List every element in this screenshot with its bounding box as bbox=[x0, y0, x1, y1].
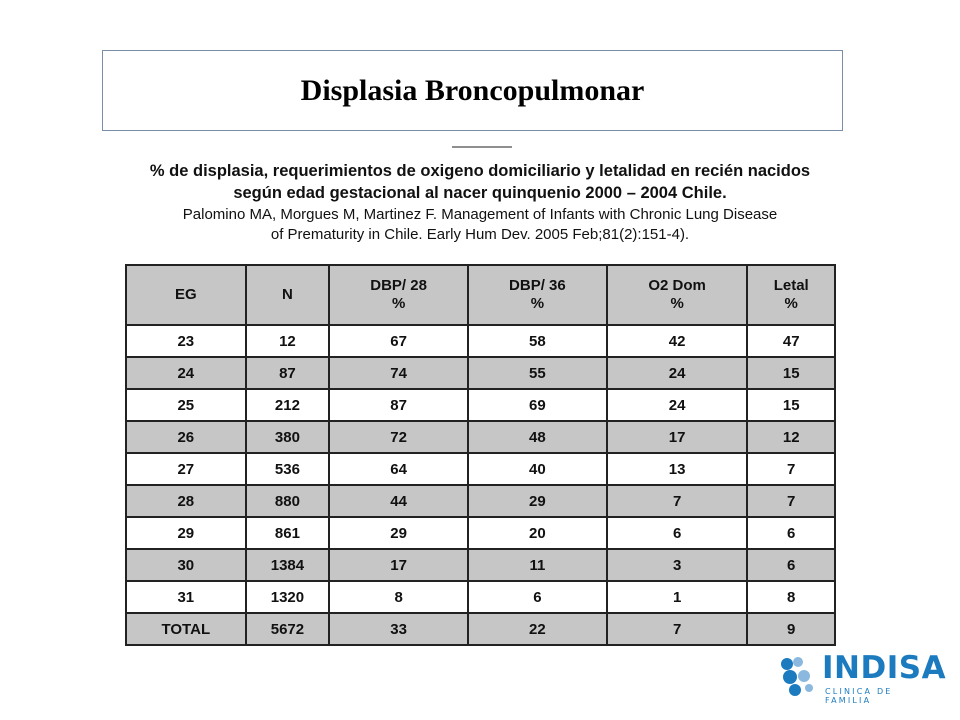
cell-letal: 47 bbox=[747, 325, 835, 357]
cell-n: 5672 bbox=[246, 613, 330, 645]
cell-eg: 26 bbox=[126, 421, 246, 453]
cropped-table-label-fragment bbox=[452, 146, 512, 154]
indisa-logo-icon bbox=[778, 652, 822, 700]
table-body bbox=[126, 325, 835, 645]
cell-n: 861 bbox=[246, 517, 330, 549]
cell-dbp28: 33 bbox=[329, 613, 468, 645]
cell-dbp28: 87 bbox=[329, 389, 468, 421]
cell-n: 1320 bbox=[246, 581, 330, 613]
cell-dbp28: 72 bbox=[329, 421, 468, 453]
header-eg-label: EG bbox=[174, 286, 197, 303]
cell-eg: 28 bbox=[126, 485, 246, 517]
table-row bbox=[126, 389, 835, 421]
slide-title: Displasia Broncopulmonar bbox=[300, 73, 645, 107]
cell-eg: TOTAL bbox=[126, 613, 246, 645]
cell-o2dom: 7 bbox=[607, 613, 748, 645]
cell-eg: 24 bbox=[126, 357, 246, 389]
cell-eg: 31 bbox=[126, 581, 246, 613]
cell-o2dom: 24 bbox=[607, 389, 748, 421]
header-n-label: N bbox=[282, 286, 293, 303]
header-eg bbox=[126, 265, 246, 325]
cell-dbp36: 69 bbox=[468, 389, 607, 421]
cell-dbp28: 44 bbox=[329, 485, 468, 517]
caption-reference-1: Palomino MA, Morgues M, Martinez F. Management of Infants with Chronic Lung Disease bbox=[182, 206, 778, 223]
table-row bbox=[126, 549, 835, 581]
header-letal-label: Letal bbox=[773, 277, 809, 294]
cell-dbp36: 48 bbox=[468, 421, 607, 453]
header-dbp36-label: DBP/ 36 bbox=[509, 277, 566, 294]
header-letal bbox=[747, 265, 835, 325]
cell-letal: 7 bbox=[747, 453, 835, 485]
header-n bbox=[246, 265, 330, 325]
cell-dbp36: 11 bbox=[468, 549, 607, 581]
cell-o2dom: 42 bbox=[607, 325, 748, 357]
header-dbp28 bbox=[329, 265, 468, 325]
cell-letal: 12 bbox=[747, 421, 835, 453]
table-row bbox=[126, 357, 835, 389]
cell-dbp36: 40 bbox=[468, 453, 607, 485]
cell-dbp28: 64 bbox=[329, 453, 468, 485]
cell-n: 880 bbox=[246, 485, 330, 517]
table-row bbox=[126, 325, 835, 357]
table-row bbox=[126, 581, 835, 613]
cell-o2dom: 6 bbox=[607, 517, 748, 549]
table-row bbox=[126, 517, 835, 549]
table-row bbox=[126, 421, 835, 453]
cell-dbp36: 29 bbox=[468, 485, 607, 517]
cell-o2dom: 24 bbox=[607, 357, 748, 389]
cell-o2dom: 7 bbox=[607, 485, 748, 517]
cell-letal: 8 bbox=[747, 581, 835, 613]
cell-eg: 23 bbox=[126, 325, 246, 357]
cell-letal: 15 bbox=[747, 389, 835, 421]
cell-letal: 15 bbox=[747, 357, 835, 389]
logo-tagline: CLINICA DE FAMILIA bbox=[825, 687, 893, 705]
cell-n: 12 bbox=[246, 325, 330, 357]
logo-wordmark: INDISA bbox=[822, 650, 947, 686]
table-header-row bbox=[126, 265, 835, 325]
header-dbp28-unit: % bbox=[391, 295, 406, 312]
table-row bbox=[126, 453, 835, 485]
cell-dbp36: 6 bbox=[468, 581, 607, 613]
cell-letal: 6 bbox=[747, 517, 835, 549]
header-letal-unit: % bbox=[784, 295, 798, 312]
header-dbp28-label: DBP/ 28 bbox=[370, 277, 427, 294]
caption-reference-2: of Prematurity in Chile. Early Hum Dev. 2005 Feb;81(2):151-4). bbox=[270, 226, 690, 243]
cell-n: 1384 bbox=[246, 549, 330, 581]
table-caption bbox=[100, 160, 860, 244]
cell-n: 536 bbox=[246, 453, 330, 485]
header-o2dom-unit: % bbox=[670, 295, 684, 312]
cell-o2dom: 17 bbox=[607, 421, 748, 453]
header-o2dom bbox=[607, 265, 748, 325]
cell-o2dom: 13 bbox=[607, 453, 748, 485]
table-row bbox=[126, 485, 835, 517]
cell-eg: 30 bbox=[126, 549, 246, 581]
cell-dbp36: 20 bbox=[468, 517, 607, 549]
cell-dbp36: 22 bbox=[468, 613, 607, 645]
cell-dbp28: 17 bbox=[329, 549, 468, 581]
table-total-row bbox=[126, 613, 835, 645]
cell-eg: 29 bbox=[126, 517, 246, 549]
cell-n: 380 bbox=[246, 421, 330, 453]
cell-letal: 9 bbox=[747, 613, 835, 645]
cell-n: 87 bbox=[246, 357, 330, 389]
cell-letal: 6 bbox=[747, 549, 835, 581]
cell-dbp28: 74 bbox=[329, 357, 468, 389]
bpd-data-table bbox=[125, 264, 836, 646]
header-dbp36-unit: % bbox=[530, 295, 545, 312]
indisa-logo bbox=[778, 650, 947, 705]
cell-letal: 7 bbox=[747, 485, 835, 517]
cell-eg: 25 bbox=[126, 389, 246, 421]
cell-n: 212 bbox=[246, 389, 330, 421]
caption-line-2: según edad gestacional al nacer quinquenio 2000 – 2004 Chile. bbox=[233, 184, 727, 202]
header-dbp36 bbox=[468, 265, 607, 325]
cell-dbp36: 55 bbox=[468, 357, 607, 389]
cell-o2dom: 3 bbox=[607, 549, 748, 581]
cell-o2dom: 1 bbox=[607, 581, 748, 613]
cell-dbp28: 8 bbox=[329, 581, 468, 613]
cell-dbp28: 67 bbox=[329, 325, 468, 357]
cell-dbp28: 29 bbox=[329, 517, 468, 549]
header-o2dom-label: O2 Dom bbox=[648, 277, 706, 294]
cell-dbp36: 58 bbox=[468, 325, 607, 357]
cell-eg: 27 bbox=[126, 453, 246, 485]
caption-line-1: % de displasia, requerimientos de oxigeno domiciliario y letalidad en recién nacidos bbox=[149, 162, 811, 180]
title-box bbox=[102, 50, 843, 131]
